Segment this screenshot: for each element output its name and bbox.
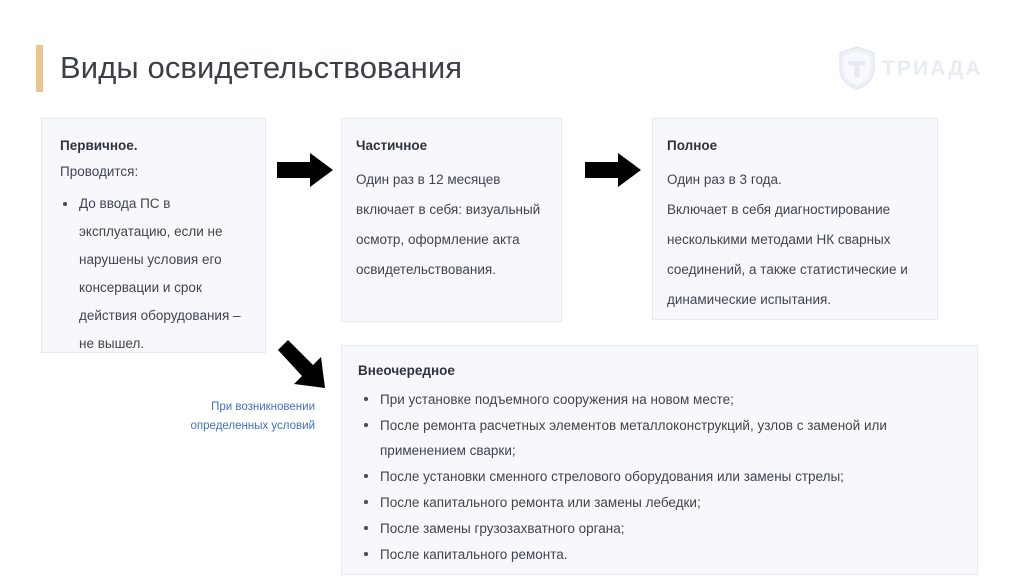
list-item: После ремонта расчетных элементов металлоконструкций, узлов с заменой или применением сварки; [358,413,961,463]
shield-icon [838,46,876,90]
card-partial-body: Один раз в 12 месяцев включает в себя: визуальный осмотр, оформление акта освидетельствования. [356,172,541,277]
card-primary [41,118,266,353]
triada-logo [838,44,988,92]
logo-text [882,56,983,80]
card-full-line1: Один раз в 3 года. [667,172,782,187]
list-item: При установке подъемного сооружения на новом месте; [358,387,961,412]
arrow-right-icon [277,153,333,187]
card-full-title: Полное [667,138,718,153]
list-item: До ввода ПС в эксплуатацию, если не нарушены условия его консервации и срок действия оборудования – не вышел. [60,190,247,358]
card-primary-title: Первичное. [60,138,138,153]
arrow-right-icon [585,153,641,187]
list-item: После установки сменного стрелового оборудования или замены стрелы; [358,464,961,489]
list-item: После капитального ремонта или замены лебедки; [358,490,961,515]
card-partial-title: Частичное [356,138,428,153]
card-extra-title: Внеочередное [358,363,455,378]
card-partial [341,118,562,322]
card-primary-bullet-list [60,190,247,358]
logo-name: ТРИАДА [882,57,983,80]
arrow-down-right-icon [275,338,333,393]
card-full-line2: Включает в себя диагностирование несколькими методами НК сварных соединений, а также статистические и динамические испытания. [667,202,908,307]
page-title: Виды освидетельствования [60,50,463,85]
title-accent-bar [36,45,43,92]
condition-note: При возникновении определенных условий [190,401,315,432]
card-primary-lead: Проводится: [60,164,139,179]
list-item: После замены грузозахватного органа; [358,516,961,541]
list-item: После капитального ремонта. [358,542,961,567]
card-full [652,118,938,320]
card-extra [341,345,978,575]
card-extra-bullet-list [358,387,961,567]
